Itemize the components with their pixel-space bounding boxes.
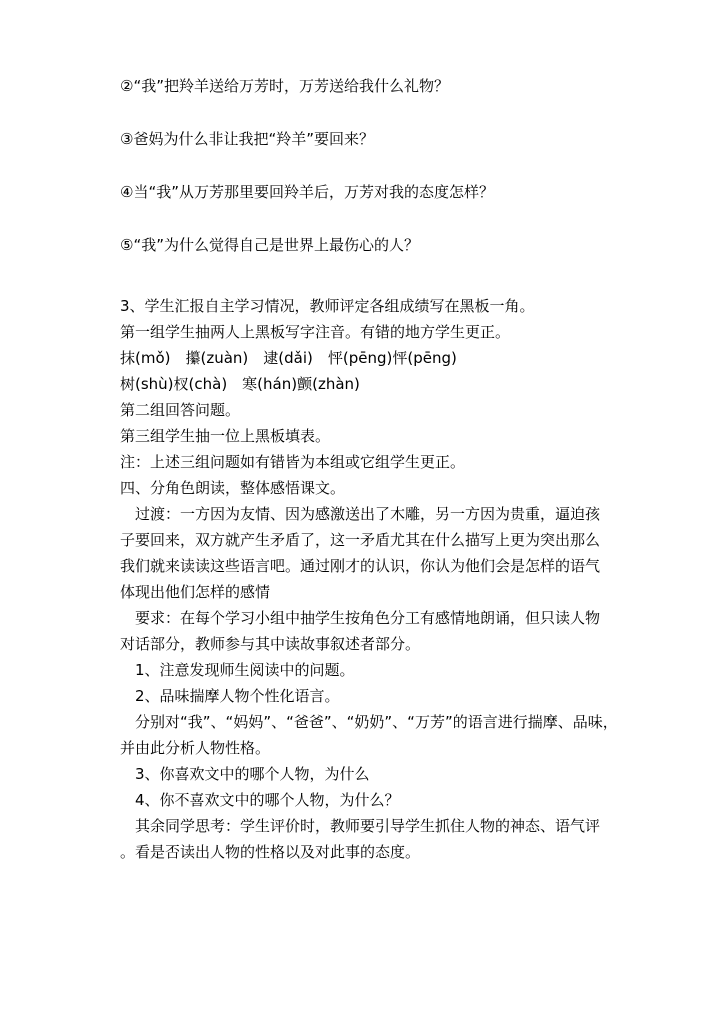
- pinyin-line: 抹(mǒ) 攥(zuàn) 逮(dǎi) 怦(pēng)怦(pēng): [120, 349, 457, 367]
- text-line: 要求：在每个学习小组中抽学生按角色分工有感情地朗诵，但只读人物: [120, 609, 601, 627]
- text-line: 。看是否读出人物的性格以及对此事的态度。: [120, 843, 421, 861]
- text-line: 子要回来，双方就产生矛盾了，这一矛盾尤其在什么描写上更为突出那么: [120, 531, 601, 549]
- text-line: 第二组回答问题。: [120, 401, 241, 419]
- questions-block: [120, 76, 640, 255]
- pinyin-line: 树(shù)杈(chà) 寒(hán)颤(zhàn): [120, 375, 360, 393]
- question-2: ②“我”把羚羊送给万芳时，万芳送给我什么礼物？: [120, 77, 449, 95]
- text-line: 并由此分析人物性格。: [120, 739, 271, 757]
- text-line: 注：上述三组问题如有错皆为本组或它组学生更正。: [120, 453, 466, 471]
- text-line: 1、注意发现师生阅读中的问题。: [120, 661, 355, 679]
- text-line: 分别对“我”、“妈妈”、“爸爸”、“奶奶”、“万芳”的语言进行揣摩、品味，: [120, 713, 618, 731]
- text-line: 体现出他们怎样的感情: [120, 583, 271, 601]
- text-line: 第三组学生抽一位上黑板填表。: [120, 427, 331, 445]
- question-4: ④当“我”从万芳那里要回羚羊后，万芳对我的态度怎样？: [120, 183, 494, 201]
- text-line: 对话部分，教师参与其中读故事叙述者部分。: [120, 635, 421, 653]
- question-5: ⑤“我”为什么觉得自己是世界上最伤心的人？: [120, 236, 419, 254]
- lesson-body: [120, 293, 640, 865]
- text-line: 3、学生汇报自主学习情况，教师评定各组成绩写在黑板一角。: [120, 297, 535, 315]
- text-line: 2、品味揣摩人物个性化语言。: [120, 687, 340, 705]
- text-line: 过渡：一方因为友情、因为感激送出了木雕，另一方因为贵重，逼迫孩: [120, 505, 601, 523]
- text-line: 第一组学生抽两人上黑板写字注音。有错的地方学生更正。: [120, 323, 511, 341]
- text-line: 我们就来读读这些语言吧。通过刚才的认识，你认为他们会是怎样的语气: [120, 557, 601, 575]
- text-line: 4、你不喜欢文中的哪个人物，为什么？: [120, 791, 400, 809]
- text-line: 3、你喜欢文中的哪个人物，为什么: [120, 765, 370, 783]
- text-line: 其余同学思考：学生评价时，教师要引导学生抓住人物的神态、语气评: [120, 817, 601, 835]
- section-heading: 四、分角色朗读，整体感悟课文。: [120, 479, 346, 497]
- question-3: ③爸妈为什么非让我把“羚羊”要回来？: [120, 130, 374, 148]
